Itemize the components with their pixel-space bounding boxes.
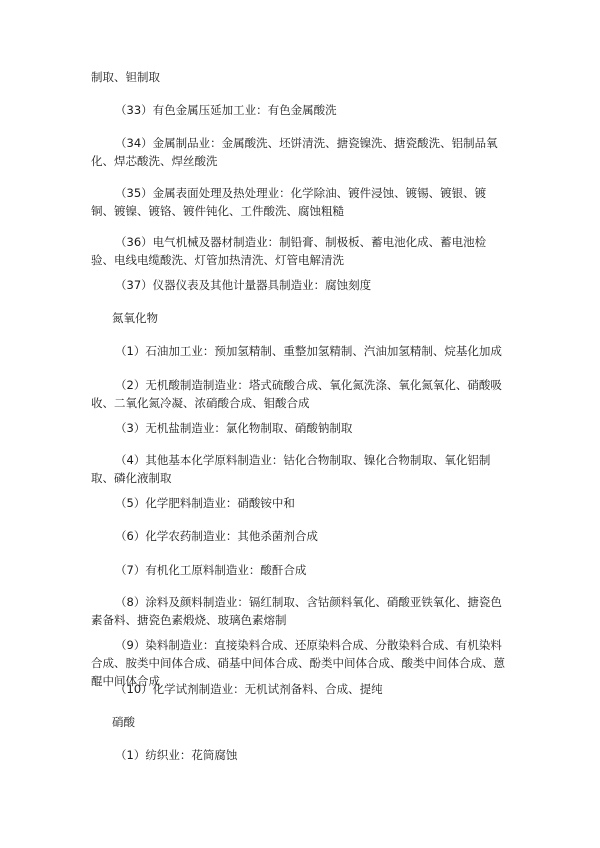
section-heading-nitric: 硝酸	[112, 715, 135, 729]
list-item-nox-6: （6）化学农药制造业：其他杀菌剂合成	[115, 529, 318, 543]
list-item-nox-8: （8）涂料及颜料制造业：镉红制取、含钴颜料氧化、硝酸亚铁氧化、搪瓷色素备料、搪瓷色素煅烧、玻璃色素熔制	[91, 595, 502, 627]
list-item-34: （34）金属制品业：金属酸洗、坯饼清洗、搪瓷镍洗、搪瓷酸洗、铝制品氧化、焊芯酸洗、焊丝酸洗	[91, 136, 498, 168]
continuation-text: 制取、钽制取	[91, 70, 160, 84]
list-item-36: （36）电气机械及器材制造业：制铅膏、制极板、蓄电池化成、蓄电池检验、电线电缆酸洗、灯管加热清洗、灯管电解清洗	[91, 235, 487, 267]
list-item-nox-2: （2）无机酸制造制造业：塔式硫酸合成、氧化氮洗涤、氧化氮氧化、硝酸吸收、二氧化氮冷凝、浓硝酸合成、钼酸合成	[91, 378, 502, 410]
list-item-nox-3: （3）无机盐制造业：氯化物制取、硝酸钠制取	[115, 421, 353, 435]
list-item-33: （33）有色金属压延加工业：有色金属酸洗	[115, 103, 337, 117]
list-item-35: （35）金属表面处理及热处理业：化学除油、镀件浸蚀、镀锡、镀银、镀铜、镀镍、镀铬、镀件钝化、工件酸洗、腐蚀粗糙	[91, 186, 487, 218]
list-item-nitric-1: （1）纺织业：花筒腐蚀	[115, 748, 238, 762]
list-item-nox-10: （10）化学试剂制造业：无机试剂备料、合成、提纯	[115, 682, 383, 696]
section-heading-nox: 氮氧化物	[112, 311, 158, 325]
list-item-nox-5: （5）化学肥料制造业：硝酸铵中和	[115, 496, 295, 510]
list-item-nox-4: （4）其他基本化学原料制造业：钴化合物制取、镍化合物制取、氧化铝制取、磷化液制取	[91, 453, 491, 485]
list-item-nox-1: （1）石油加工业：预加氢精制、重整加氢精制、汽油加氢精制、烷基化加成	[115, 344, 502, 358]
list-item-37: （37）仪器仪表及其他计量器具制造业：腐蚀刻度	[115, 278, 372, 292]
list-item-nox-9: （9）染料制造业：直接染料合成、还原染料合成、分散染料合成、有机染料合成、胺类中间体合成、硝基中间体合成、酚类中间体合成、酸类中间体合成、蒽醌中间体合成	[91, 638, 505, 688]
list-item-nox-7: （7）有机化工原料制造业：酸酐合成	[115, 563, 307, 577]
